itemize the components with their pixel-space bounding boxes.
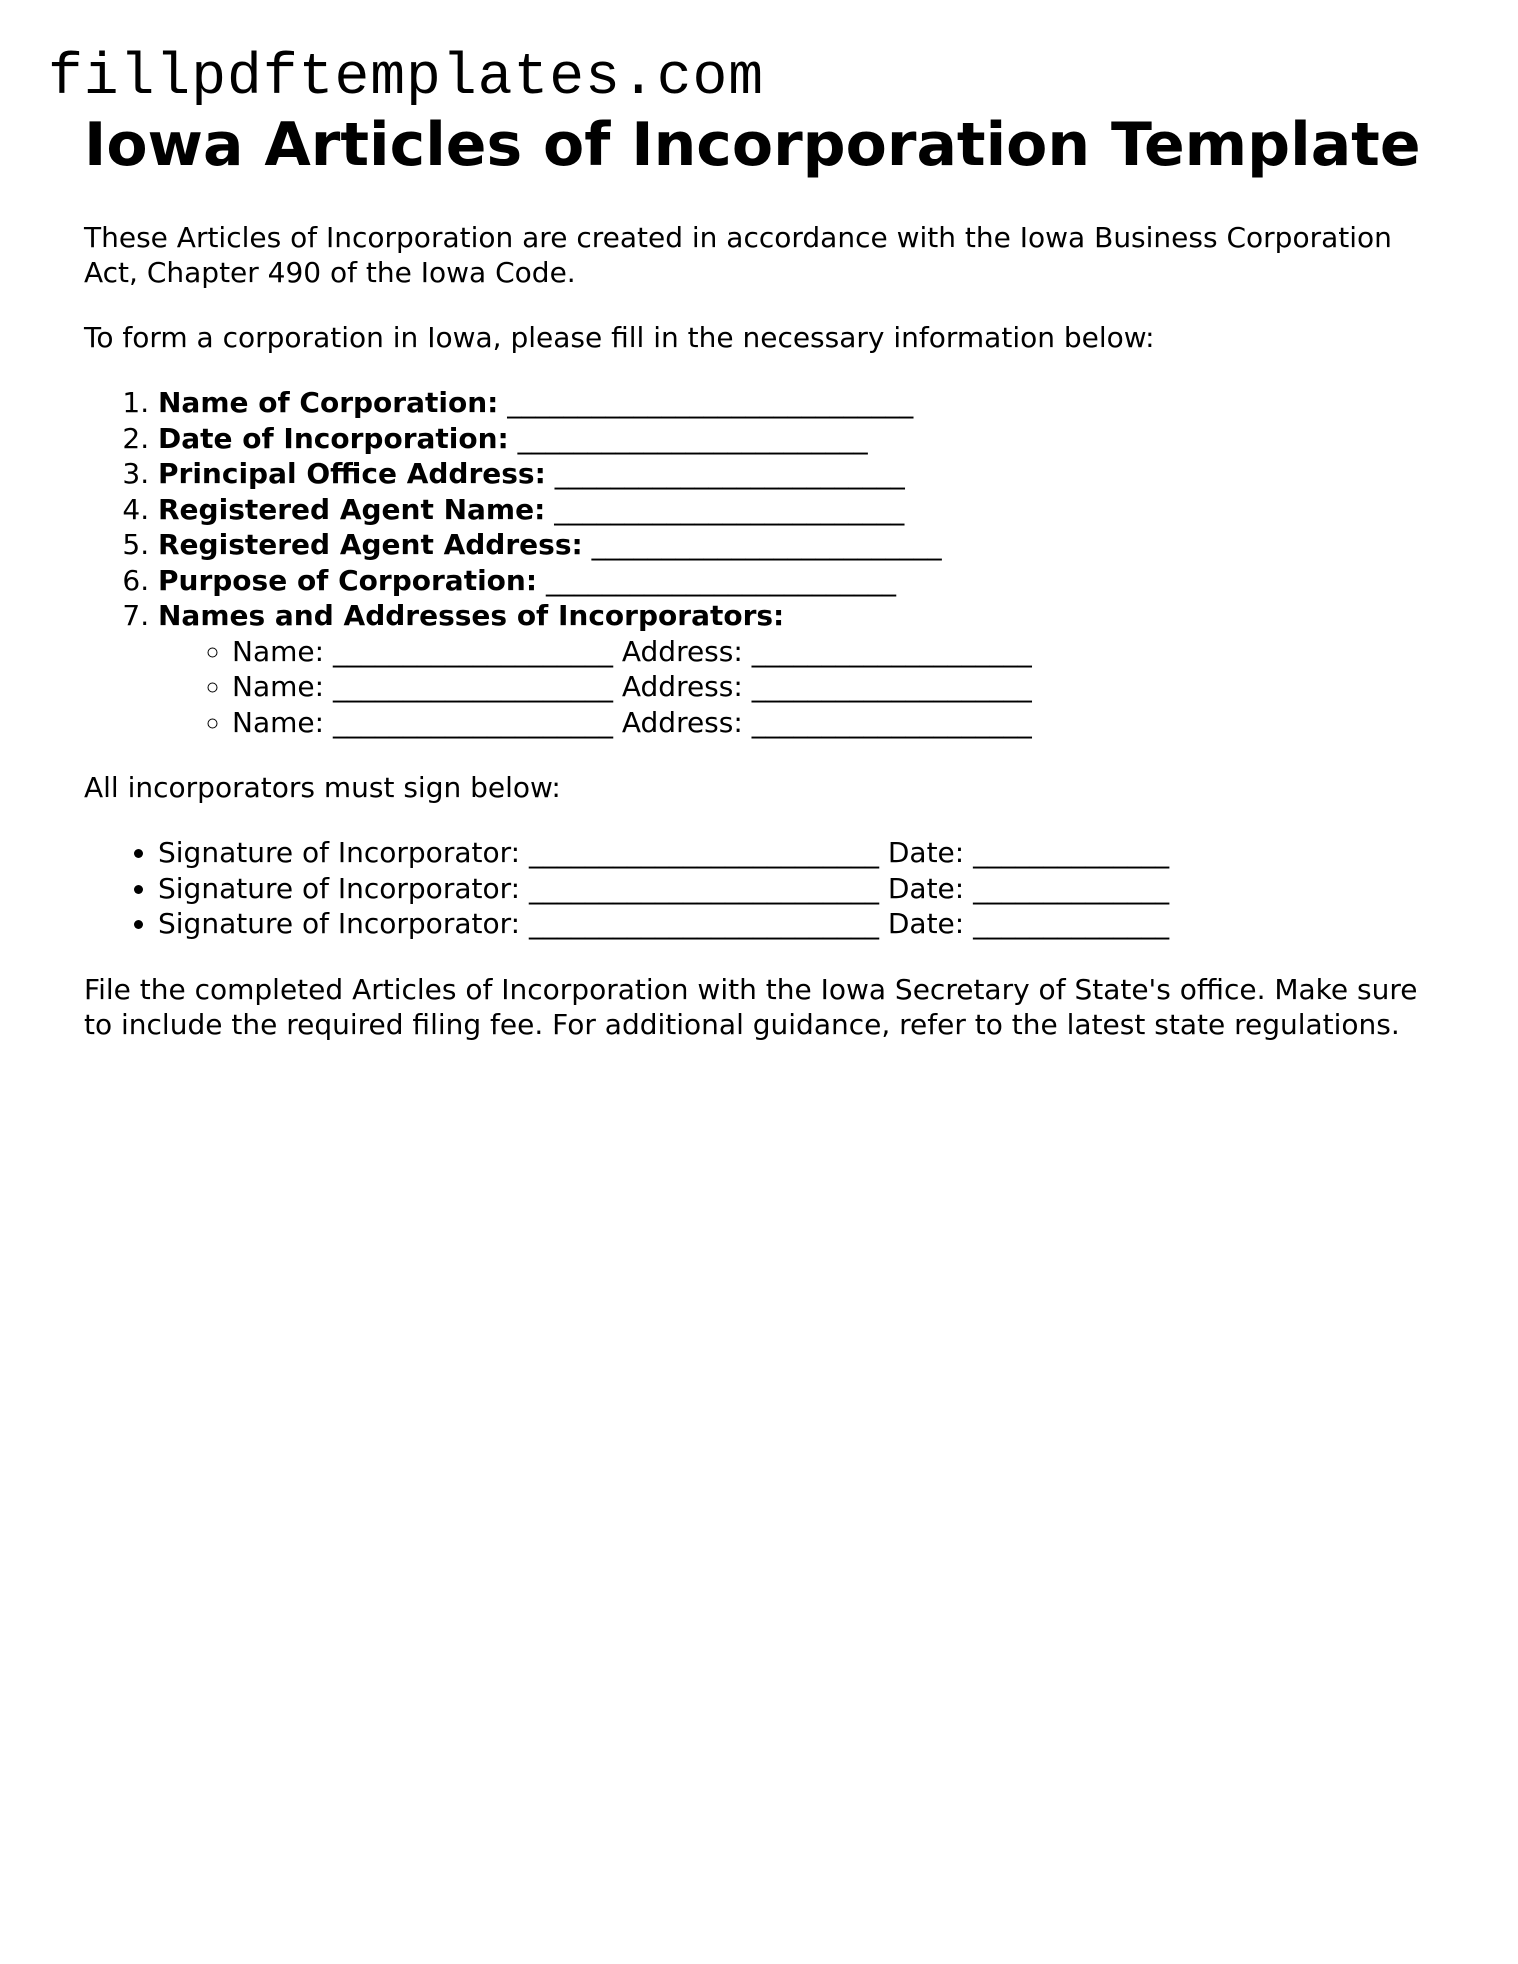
field-blank[interactable]: _____________________________: [498, 386, 914, 419]
name-blank[interactable]: ____________________: [324, 670, 613, 703]
fields-list: [84, 385, 1464, 740]
field-blank[interactable]: _________________________: [582, 528, 942, 561]
field-name-of-corporation: [158, 385, 1464, 421]
date-blank[interactable]: ______________: [964, 907, 1170, 940]
date-label: Date:: [878, 836, 965, 869]
address-label: Address:: [612, 634, 743, 668]
field-incorporators: [158, 598, 1464, 740]
signature-row: [158, 906, 1464, 942]
document-body: [84, 104, 1464, 1042]
address-blank[interactable]: ____________________: [742, 634, 1032, 668]
name-blank[interactable]: ____________________: [324, 634, 613, 668]
field-principal-office-address: [158, 456, 1464, 492]
field-label: Date of Incorporation:: [158, 421, 509, 455]
address-label: Address:: [612, 670, 743, 703]
name-blank[interactable]: ____________________: [324, 705, 613, 739]
date-blank[interactable]: ______________: [964, 836, 1170, 869]
date-label: Date:: [878, 871, 965, 905]
signature-blank[interactable]: _________________________: [520, 871, 879, 905]
field-blank[interactable]: _________________________: [508, 421, 868, 455]
signature-blank[interactable]: _________________________: [520, 907, 879, 940]
field-label: Registered Agent Address:: [158, 528, 583, 561]
sign-instruction: All incorporators must sign below:: [84, 771, 561, 804]
instruction-paragraph: To form a corporation in Iowa, please fill in the necessary information below:: [84, 321, 1155, 354]
field-blank[interactable]: _________________________: [537, 563, 896, 597]
name-label: Name:: [232, 634, 325, 668]
signatures-list: [84, 835, 1464, 942]
signature-row: [158, 835, 1464, 871]
field-label: Purpose of Corporation:: [158, 563, 538, 597]
date-blank[interactable]: ______________: [964, 871, 1170, 905]
field-registered-agent-name: [158, 492, 1464, 528]
signature-label: Signature of Incorporator:: [158, 871, 521, 905]
field-label: Name of Corporation:: [158, 386, 499, 419]
incorporators-list: [158, 634, 1464, 741]
field-date-of-incorporation: [158, 421, 1464, 457]
signature-blank[interactable]: _________________________: [520, 836, 879, 869]
page-title: Iowa Articles of Incorporation Template: [84, 110, 1421, 180]
field-label: Registered Agent Name:: [158, 492, 546, 526]
address-blank[interactable]: ____________________: [742, 670, 1032, 703]
field-label: Names and Addresses of Incorporators:: [158, 599, 785, 632]
address-blank[interactable]: ____________________: [742, 705, 1032, 739]
incorporator-row: [232, 634, 1464, 670]
watermark: fillpdftemplates.com: [48, 46, 765, 111]
signature-label: Signature of Incorporator:: [158, 907, 521, 940]
date-label: Date:: [878, 907, 965, 940]
field-blank[interactable]: _________________________: [545, 492, 905, 526]
name-label: Name:: [232, 670, 325, 703]
field-purpose-of-corporation: [158, 563, 1464, 599]
signature-label: Signature of Incorporator:: [158, 836, 521, 869]
name-label: Name:: [232, 705, 325, 739]
signature-row: [158, 871, 1464, 907]
field-registered-agent-address: [158, 527, 1464, 563]
field-blank[interactable]: _________________________: [545, 457, 905, 490]
address-label: Address:: [612, 705, 743, 739]
closing-paragraph: File the completed Articles of Incorporation with the Iowa Secretary of State's office. Make sure to include the required filing fee. For additional guidance, refer to the latest state regulations.: [84, 972, 1418, 1041]
incorporator-row: [232, 669, 1464, 705]
incorporator-row: [232, 705, 1464, 741]
intro-paragraph: These Articles of Incorporation are created in accordance with the Iowa Business Corporation Act, Chapter 490 of the Iowa Code.: [84, 221, 1392, 289]
field-label: Principal Office Address:: [158, 457, 546, 490]
